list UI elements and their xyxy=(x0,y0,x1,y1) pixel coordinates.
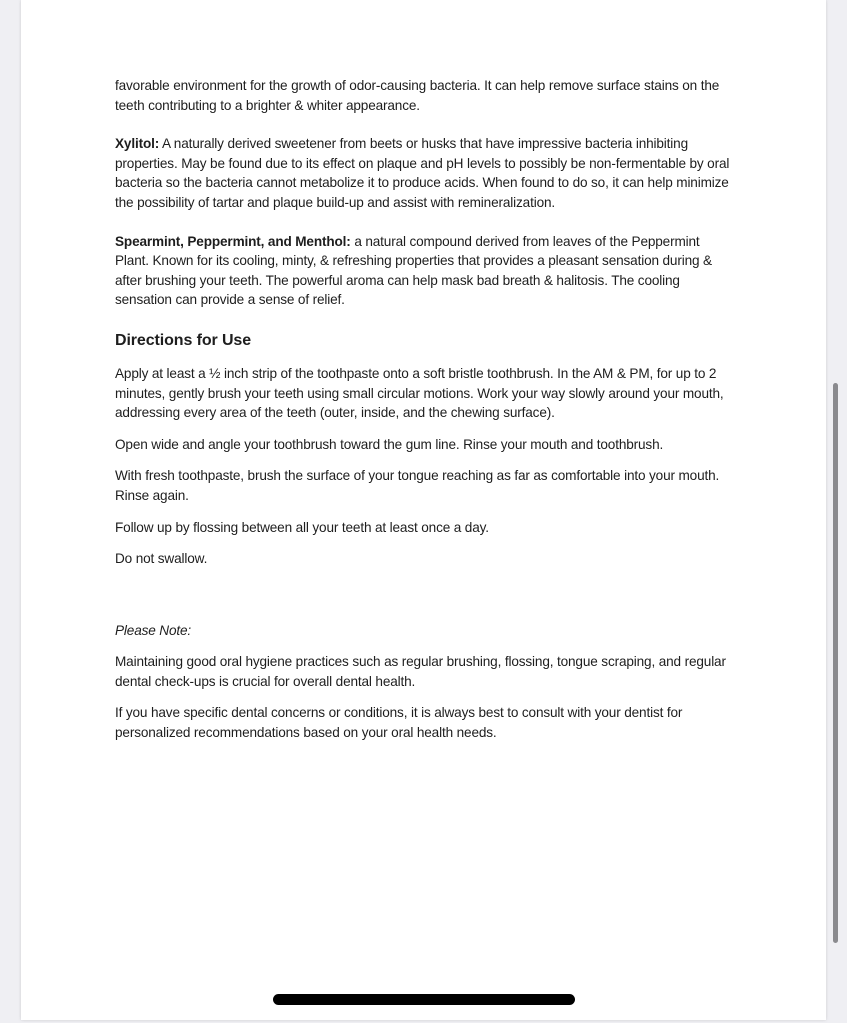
home-indicator[interactable] xyxy=(273,994,575,1005)
directions-heading: Directions for Use xyxy=(115,331,252,349)
ingredient-term: Xylitol: xyxy=(115,136,160,152)
note-label: Please Note: xyxy=(115,622,192,638)
ingredient-term: Spearmint, Peppermint, and Menthol: xyxy=(115,233,351,249)
direction-step: With fresh toothpaste, brush the surface of your tongue reaching as far as comfortable into your mouth. Rinse again. xyxy=(115,468,720,503)
note-paragraph: If you have specific dental concerns or conditions, it is always best to consult with your dentist for personalized recommendations based on your oral health needs. xyxy=(115,705,683,741)
direction-step: Apply at least a ½ inch strip of the toothpaste onto a soft bristle toothbrush. In the AM & PM, for up to 2 minutes, gently brush your teeth using small circular motions. Work your way slowly around your mouth, addressing every area of the teeth (outer, inside, and the chewing surface). xyxy=(115,365,724,421)
intro-paragraph: favorable environment for the growth of odor-causing bacteria. It can help remove surface stains on the teeth contributing to a brighter & whiter appearance. xyxy=(115,78,720,113)
ingredient-description: A naturally derived sweetener from beets or husks that have impressive bacteria inhibiting properties. May be found due to its effect on plaque and pH levels to possibly be non-fermentable by oral bacteria so the bacteria cannot metabolize it to produce acids. When found to do so, it can help minimize the possibility of tartar and plaque build-up and assist with remineralization. xyxy=(115,136,730,210)
scrollbar-thumb[interactable] xyxy=(833,383,838,943)
ingredient-mint-menthol xyxy=(115,232,735,310)
note-paragraph: Maintaining good oral hygiene practices such as regular brushing, flossing, tongue scraping, and regular dental check-ups is crucial for overall dental health. xyxy=(115,654,726,689)
direction-step: Open wide and angle your toothbrush toward the gum line. Rinse your mouth and toothbrush. xyxy=(115,436,664,452)
direction-step: Follow up by flossing between all your teeth at least once a day. xyxy=(115,519,489,535)
ingredient-xylitol xyxy=(115,134,735,212)
ingredient-description: a natural compound derived from leaves of the Peppermint Plant. Known for its cooling, minty, & refreshing properties that provides a pleasant sensation during & after brushing your teeth. The powerful aroma can help mask bad breath & halitosis. The cooling sensation can provide a sense of relief. xyxy=(115,233,712,308)
document-content xyxy=(115,76,735,743)
direction-step: Do not swallow. xyxy=(115,551,208,567)
document-page xyxy=(21,0,826,1020)
